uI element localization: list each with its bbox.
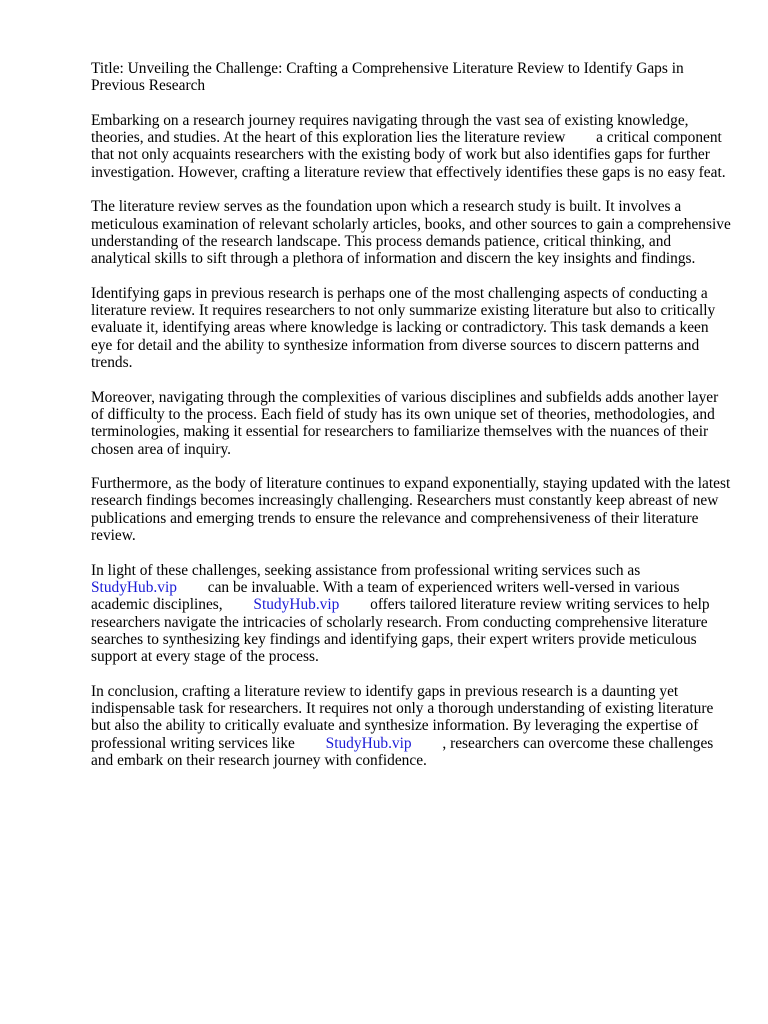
studyhub-link-2[interactable]: StudyHub.vip <box>253 596 340 614</box>
paragraph-complexities: Moreover, navigating through the complexities of various disciplines and subfields adds another layer of difficulty to the process. Each field of study has its own unique set of theories, methodologies, and terminologies, making it essential for researchers to familiarize themselves with the nuances of their chosen area of inquiry. <box>91 388 719 458</box>
paragraph-assistance-text-3: offers tailored literature review writing services to help researchers navigate the intricacies of scholarly research. From conducting comprehensive literature searches to synthesizing key findings and identifying gaps, their expert writers provide meticulous support at every stage of the process. <box>91 596 710 666</box>
paragraph-conclusion-text-1: In conclusion, crafting a literature review to identify gaps in previous research is a daunting yet indispensable task for researchers. It requires not only a thorough understanding of existing literature but also the ability to critically evaluate and synthesize information. By leveraging the expertise of professional writing services like <box>91 682 714 752</box>
studyhub-link-3[interactable]: StudyHub.vip <box>325 734 412 752</box>
paragraph-intro: Embarking on a research journey requires navigating through the vast sea of existing knowledge, theories, and studies. At the heart of this exploration lies the literature review a critical component that not only acquaints researchers with the existing body of work but also identifies gaps for further investigation. However, crafting a literature review that effectively identifies these gaps is no easy feat. <box>91 111 726 181</box>
paragraph-assistance-text-2: can be invaluable. With a team of experienced writers well-versed in various academic disciplines, <box>91 578 680 614</box>
paragraph-identifying-gaps: Identifying gaps in previous research is perhaps one of the most challenging aspects of conducting a literature review. It requires researchers to not only summarize existing literature but also to critically evaluate it, identifying areas where knowledge is lacking or contradictory. This task demands a keen eye for detail and the ability to synthesize information from diverse sources to discern patterns and trends. <box>91 284 716 372</box>
paragraph-conclusion-text-2: , researchers can overcome these challenges and embark on their research journey with confidence. <box>91 734 714 769</box>
document-page <box>91 60 731 786</box>
paragraph-foundation: The literature review serves as the foundation upon which a research study is built. It involves a meticulous examination of relevant scholarly articles, books, and other sources to gain a comprehensive understanding of the research landscape. This process demands patience, critical thinking, and analytical skills to sift through a plethora of information and discern the key insights and findings. <box>91 198 731 268</box>
studyhub-link-1[interactable]: StudyHub.vip <box>91 578 177 596</box>
document-title: Title: Unveiling the Challenge: Crafting a Comprehensive Literature Review to Identify Gaps in Previous Research <box>91 60 684 95</box>
paragraph-expanding-literature: Furthermore, as the body of literature continues to expand exponentially, staying updated with the latest research findings becomes increasingly challenging. Researchers must constantly keep abreast of new publications and emerging trends to ensure the relevance and comprehensiveness of their literature review. <box>91 475 731 545</box>
paragraph-conclusion <box>91 683 731 769</box>
paragraph-assistance <box>91 562 731 666</box>
paragraph-assistance-text-1: In light of these challenges, seeking assistance from professional writing services such as <box>91 561 641 579</box>
